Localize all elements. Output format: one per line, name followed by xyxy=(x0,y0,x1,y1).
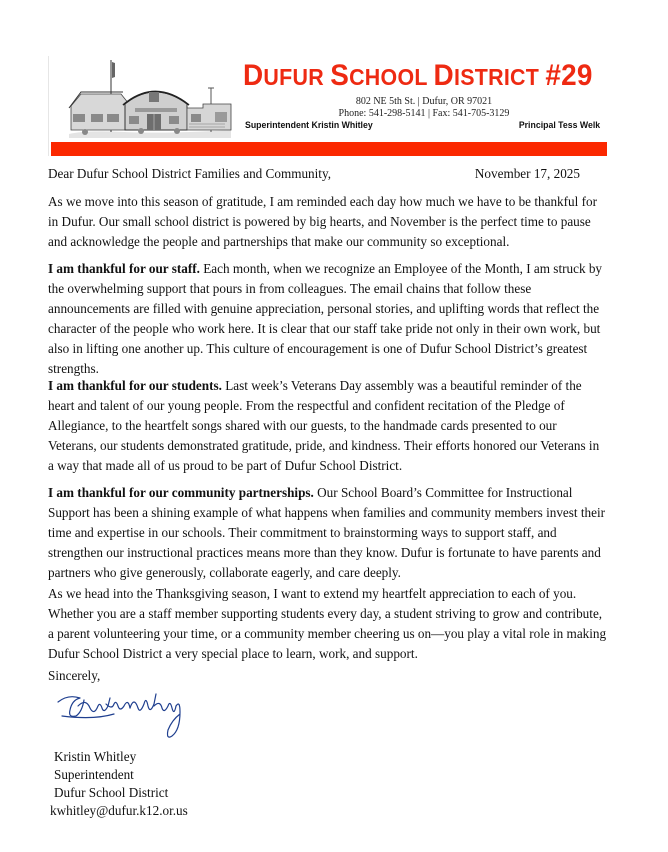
signature-image xyxy=(54,686,194,742)
signature-block xyxy=(50,748,188,820)
salutation: Dear Dufur School District Families and Community, xyxy=(48,166,332,181)
paragraph-lead: I am thankful for our students. xyxy=(48,378,222,393)
paragraph-intro xyxy=(48,192,608,252)
paragraph-community xyxy=(48,483,608,583)
signer-name: Kristin Whitley xyxy=(54,749,137,764)
district-name: DUFUR SCHOOL DISTRICT #29 xyxy=(243,59,593,92)
signer-title: Superintendent xyxy=(54,767,134,782)
letter-date: November 17, 2025 xyxy=(474,166,580,181)
closing: Sincerely, xyxy=(48,668,101,683)
salutation-row xyxy=(48,166,608,182)
district-address: 802 NE 5th St. | Dufur, OR 97021 xyxy=(355,96,493,107)
letterhead xyxy=(48,56,609,156)
principal-name: Principal Tess Welk xyxy=(518,120,601,131)
signer-organization: Dufur School District xyxy=(54,785,169,800)
paragraph-text: As we head into the Thanksgiving season, I want to extend my heartfelt appreciation to each of you. Whether you are a staff member supporting students every day, a student striving to grow and contribute, a parent volunteering your time, or a community member cheering us on—you play a vital role in making Dufur School District a very special place to learn, work, and support. xyxy=(48,586,607,661)
paragraph-thanksgiving xyxy=(48,584,608,664)
signer-email[interactable]: kwhitley@dufur.k12.or.us xyxy=(50,803,188,818)
paragraph-text: Last week’s Veterans Day assembly was a beautiful reminder of the heart and talent of our young people. From the respectful and confident recitation of the Pledge of Allegiance, to the heartfelt songs shared with our guests, to the handmade cards presented to our Veterans, our students demonstrated gratitude, pride, and kindness. Their efforts honored our Veterans in a way that made all of us proud to be part of Dufur School District. xyxy=(48,378,600,473)
letterhead-red-bar xyxy=(51,142,607,156)
school-building-image xyxy=(65,58,235,140)
paragraph-text: Each month, when we recognize an Employee of the Month, I am struck by the overwhelming support that pours in from colleagues. The email chains that follow these announcements are filled with genuine appreciation, personal stories, and uplifting words that reflect the character of the people who work here. It is clear that our staff take pride not only in their own work, but also in lifting one another up. This culture of encouragement is one of Dufur School District’s greatest strengths. xyxy=(48,261,603,376)
paragraph-lead: I am thankful for our community partnerships. xyxy=(48,485,314,500)
paragraph-text: Our School Board’s Committee for Instructional Support has been a shining example of what happens when families and community members invest their time and expertise in our schools. Their commitment to brainstorming ways to support staff, and strengthen our instructional practices means more than they know. Dufur is fortunate to have parents and partners who give generously, collaborate eagerly, and care deeply. xyxy=(48,485,606,580)
district-phone-fax: Phone: 541-298-5141 | Fax: 541-705-3129 xyxy=(338,108,510,119)
paragraph-staff xyxy=(48,259,608,379)
superintendent-name: Superintendent Kristin Whitley xyxy=(245,120,373,131)
paragraph-students xyxy=(48,376,608,476)
paragraph-text: As we move into this season of gratitude, I am reminded each day how much we have to be thankful for in Dufur. Our small school district is powered by big hearts, and November is the perfect time to pause and acknowledge the people and partnerships that make our community so exceptional. xyxy=(48,194,597,249)
paragraph-lead: I am thankful for our staff. xyxy=(48,261,200,276)
